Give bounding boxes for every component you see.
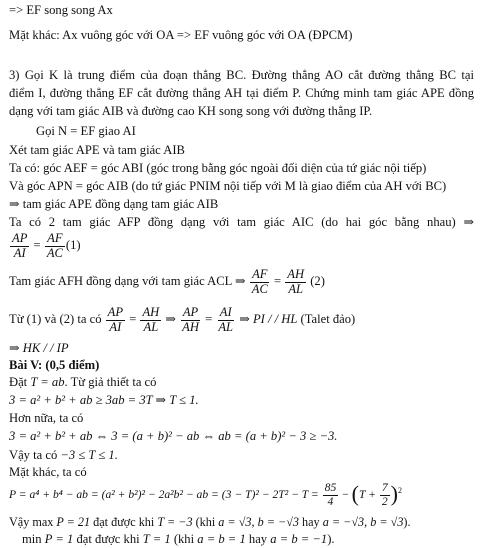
fraction: $\frac{AH}{AL}$ <box>142 305 160 334</box>
equation-line: 3 = a² + b² + ab ≥ 3ab = 3T ⇒ T ≤ 1. <box>9 393 199 407</box>
text-line: ⇒ tam giác APE đồng dạng tam giác AIB <box>9 197 219 211</box>
text-line: Ta có: góc AEF = góc ABI (góc trong bằng góc ngoài đối diện của tứ giác nội tiếp) <box>9 161 427 175</box>
fraction: $\frac{AP}{AI}$ <box>107 305 124 334</box>
fraction: $\frac{7}{2}$ <box>381 481 388 508</box>
section-heading: Bài V: (0,5 điểm) <box>9 358 100 372</box>
text-line: min P = 1 đạt được khi T = 1 (khi a = b = 1 hay a = b = −1). <box>22 532 335 546</box>
equation-3: Từ (1) và (2) ta có $\frac{AP}{AI}$ = $\frac{AH}{AL}$ ⇒ $\frac{AP}{AH}$ = $\frac{AI}{AL}$ ⇒ PI / / HL (Talet đảo) <box>9 305 356 334</box>
equation-line: 3 = a² + b² + ab ⇔ 3 = (a + b)² − ab ⇔ ab = (a + b)² − 3 ≥ −3. <box>9 429 338 443</box>
text-line: Và góc APN = góc AIB (do tứ giác PNIM nội tiếp với M là giao điểm của AH với BC) <box>9 179 447 193</box>
fraction: $\frac{AP}{AI}$ <box>12 231 28 260</box>
text-line: 3) Gọi K là trung điểm của đoạn thẳng BC. Đường thẳng AO cắt đường thẳng BC tại <box>9 68 474 82</box>
text-line: Xét tam giác APE và tam giác AIB <box>9 143 185 157</box>
text-line: Gọi N = EF giao AI <box>36 124 136 138</box>
text-line: điểm I, đường thẳng EF cắt đường thẳng AH tại điểm P. Chứng minh tam giác APE đồng <box>9 86 474 100</box>
text-line: Đặt T = ab. Từ giả thiết ta có <box>9 375 157 389</box>
text-line: Vậy ta có −3 ≤ T ≤ 1. <box>9 448 118 462</box>
equation-1: $\frac{AP}{AI}$ = $\frac{AF}{AC}$ (1) <box>12 231 81 260</box>
fraction: $\frac{AI}{AL}$ <box>218 305 234 334</box>
text-line: Mặt khác: Ax vuông góc với OA => EF vuông góc với OA (ĐPCM) <box>9 28 353 42</box>
fraction: $\frac{AF}{AC}$ <box>46 231 63 260</box>
text-line: Vậy max P = 21 đạt được khi T = −3 (khi a = √3, b = −√3 hay a = −√3, b = √3). <box>9 515 411 529</box>
fraction: $\frac{AF}{AC}$ <box>251 267 268 296</box>
fraction: $\frac{85}{4}$ <box>324 481 337 508</box>
text-line: Ta có 2 tam giác AFP đồng dạng với tam giác AIC (do hai góc bằng nhau) ⇒ <box>9 215 474 229</box>
fraction: $\frac{AH}{AL}$ <box>287 267 305 296</box>
text-line: Mặt khác, ta có <box>9 465 87 479</box>
text-line: Hơn nữa, ta có <box>9 411 84 425</box>
equation-2: Tam giác AFH đồng dạng với tam giác ACL ⇒ $\frac{AF}{AC}$ = $\frac{AH}{AL}$ (2) <box>9 267 325 296</box>
text-line: ⇒ HK / / IP <box>9 341 69 355</box>
text-line: => EF song song Ax <box>9 3 113 17</box>
equation-p: P = a⁴ + b⁴ − ab = (a² + b²)² − 2a²b² − ab = (3 − T)² − 2T² − T = $\frac{85}{4}$ − (T + $\frac{7}{2}$ )$^2$ <box>9 481 402 508</box>
text-line: dạng với tam giác AIB và đường cao KH song song với đường thẳng IP. <box>9 104 373 118</box>
fraction: $\frac{AP}{AH}$ <box>182 305 199 334</box>
